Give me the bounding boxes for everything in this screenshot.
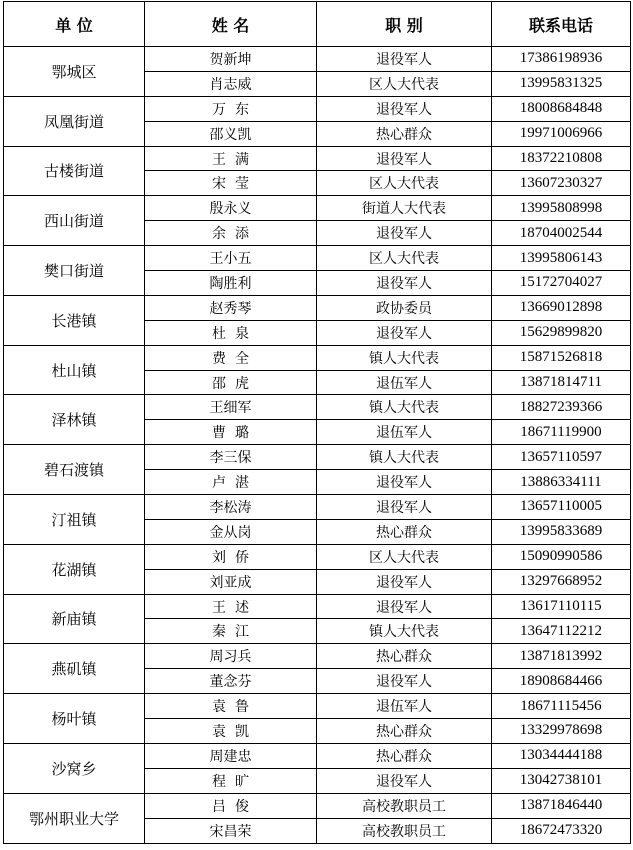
name-cell: 袁 凯 <box>145 719 317 744</box>
name-cell: 董念芬 <box>145 669 317 694</box>
table-row <box>4 694 631 719</box>
unit-cell: 鄂州职业大学 <box>4 793 145 843</box>
table-row <box>4 544 631 569</box>
unit-cell: 古楼街道 <box>4 146 145 196</box>
role-cell: 退役军人 <box>317 669 492 694</box>
unit-cell: 沙窝乡 <box>4 743 145 793</box>
role-cell: 退役军人 <box>317 594 492 619</box>
name-cell: 肖志威 <box>145 71 317 96</box>
name-cell: 秦 江 <box>145 619 317 644</box>
role-cell: 镇人大代表 <box>317 619 492 644</box>
name-cell: 王 满 <box>145 146 317 171</box>
role-cell: 镇人大代表 <box>317 395 492 420</box>
table-row <box>4 495 631 520</box>
header-role: 职 别 <box>317 2 492 47</box>
name-cell: 王小五 <box>145 246 317 271</box>
phone-cell: 13995831325 <box>492 71 631 96</box>
phone-cell: 19971006966 <box>492 121 631 146</box>
role-cell: 区人大代表 <box>317 544 492 569</box>
name-cell: 赵秀琴 <box>145 295 317 320</box>
name-cell: 万 东 <box>145 96 317 121</box>
phone-cell: 18671119900 <box>492 420 631 445</box>
name-cell: 邵 虎 <box>145 370 317 395</box>
table-row <box>4 295 631 320</box>
role-cell: 热心群众 <box>317 644 492 669</box>
phone-cell: 13669012898 <box>492 295 631 320</box>
role-cell: 退役军人 <box>317 221 492 246</box>
role-cell: 热心群众 <box>317 519 492 544</box>
unit-cell: 泽林镇 <box>4 395 145 445</box>
name-cell: 杜 泉 <box>145 320 317 345</box>
role-cell: 镇人大代表 <box>317 445 492 470</box>
role-cell: 政协委员 <box>317 295 492 320</box>
name-cell: 吕 俊 <box>145 793 317 818</box>
phone-cell: 13886334111 <box>492 470 631 495</box>
phone-cell: 15629899820 <box>492 320 631 345</box>
phone-cell: 18704002544 <box>492 221 631 246</box>
header-phone: 联系电话 <box>492 2 631 47</box>
role-cell: 区人大代表 <box>317 71 492 96</box>
phone-cell: 13995833689 <box>492 519 631 544</box>
contact-table <box>3 1 631 844</box>
phone-cell: 18908684466 <box>492 669 631 694</box>
name-cell: 刘 侨 <box>145 544 317 569</box>
name-cell: 宋 莹 <box>145 171 317 196</box>
role-cell: 区人大代表 <box>317 246 492 271</box>
role-cell: 街道人大代表 <box>317 196 492 221</box>
table-row <box>4 395 631 420</box>
name-cell: 邵义凯 <box>145 121 317 146</box>
phone-cell: 13871813992 <box>492 644 631 669</box>
name-cell: 陶胜利 <box>145 271 317 296</box>
name-cell: 卢 湛 <box>145 470 317 495</box>
unit-cell: 樊口街道 <box>4 246 145 296</box>
phone-cell: 13042738101 <box>492 768 631 793</box>
role-cell: 退役军人 <box>317 271 492 296</box>
table-row <box>4 196 631 221</box>
unit-cell: 凤凰街道 <box>4 96 145 146</box>
role-cell: 区人大代表 <box>317 171 492 196</box>
role-cell: 热心群众 <box>317 743 492 768</box>
role-cell: 镇人大代表 <box>317 345 492 370</box>
table-row <box>4 345 631 370</box>
phone-cell: 13657110597 <box>492 445 631 470</box>
role-cell: 热心群众 <box>317 719 492 744</box>
unit-cell: 杨叶镇 <box>4 694 145 744</box>
phone-cell: 15871526818 <box>492 345 631 370</box>
role-cell: 退役军人 <box>317 470 492 495</box>
unit-cell: 汀祖镇 <box>4 495 145 545</box>
name-cell: 殷永义 <box>145 196 317 221</box>
phone-cell: 15172704027 <box>492 271 631 296</box>
role-cell: 高校教职员工 <box>317 793 492 818</box>
name-cell: 李三保 <box>145 445 317 470</box>
phone-cell: 13871814711 <box>492 370 631 395</box>
phone-cell: 18008684848 <box>492 96 631 121</box>
unit-cell: 碧石渡镇 <box>4 445 145 495</box>
phone-cell: 13034444188 <box>492 743 631 768</box>
unit-cell: 新庙镇 <box>4 594 145 644</box>
name-cell: 贺新坤 <box>145 47 317 72</box>
name-cell: 王细军 <box>145 395 317 420</box>
unit-cell: 鄂城区 <box>4 47 145 97</box>
role-cell: 退伍军人 <box>317 420 492 445</box>
phone-cell: 17386198936 <box>492 47 631 72</box>
role-cell: 退役军人 <box>317 146 492 171</box>
role-cell: 退役军人 <box>317 47 492 72</box>
name-cell: 金从岗 <box>145 519 317 544</box>
phone-cell: 18672473320 <box>492 818 631 843</box>
table-body <box>4 47 631 844</box>
table-row <box>4 96 631 121</box>
role-cell: 退役军人 <box>317 768 492 793</box>
role-cell: 高校教职员工 <box>317 818 492 843</box>
phone-cell: 13607230327 <box>492 171 631 196</box>
table-row <box>4 793 631 818</box>
role-cell: 热心群众 <box>317 121 492 146</box>
phone-cell: 13995806143 <box>492 246 631 271</box>
name-cell: 袁 鲁 <box>145 694 317 719</box>
role-cell: 退役军人 <box>317 320 492 345</box>
role-cell: 退役军人 <box>317 96 492 121</box>
table-row <box>4 47 631 72</box>
phone-cell: 18827239366 <box>492 395 631 420</box>
role-cell: 退役军人 <box>317 569 492 594</box>
unit-cell: 长港镇 <box>4 295 145 345</box>
name-cell: 刘亚成 <box>145 569 317 594</box>
role-cell: 退役军人 <box>317 495 492 520</box>
phone-cell: 13647112212 <box>492 619 631 644</box>
table-row <box>4 644 631 669</box>
role-cell: 退伍军人 <box>317 370 492 395</box>
table-row <box>4 146 631 171</box>
phone-cell: 18372210808 <box>492 146 631 171</box>
name-cell: 李松涛 <box>145 495 317 520</box>
name-cell: 曹 璐 <box>145 420 317 445</box>
unit-cell: 西山街道 <box>4 196 145 246</box>
phone-cell: 15090990586 <box>492 544 631 569</box>
name-cell: 费 全 <box>145 345 317 370</box>
phone-cell: 18671115456 <box>492 694 631 719</box>
name-cell: 宋昌荣 <box>145 818 317 843</box>
phone-cell: 13995808998 <box>492 196 631 221</box>
phone-cell: 13329978698 <box>492 719 631 744</box>
name-cell: 周建忠 <box>145 743 317 768</box>
name-cell: 王 述 <box>145 594 317 619</box>
unit-cell: 花湖镇 <box>4 544 145 594</box>
unit-cell: 燕矶镇 <box>4 644 145 694</box>
table-row <box>4 445 631 470</box>
phone-cell: 13297668952 <box>492 569 631 594</box>
phone-cell: 13871846440 <box>492 793 631 818</box>
header-name: 姓 名 <box>145 2 317 47</box>
table-row <box>4 594 631 619</box>
header-row <box>4 2 631 47</box>
table-row <box>4 246 631 271</box>
unit-cell: 杜山镇 <box>4 345 145 395</box>
table-row <box>4 743 631 768</box>
name-cell: 程 旷 <box>145 768 317 793</box>
name-cell: 周习兵 <box>145 644 317 669</box>
phone-cell: 13657110005 <box>492 495 631 520</box>
name-cell: 余 添 <box>145 221 317 246</box>
phone-cell: 13617110115 <box>492 594 631 619</box>
header-unit: 单 位 <box>4 2 145 47</box>
role-cell: 退伍军人 <box>317 694 492 719</box>
